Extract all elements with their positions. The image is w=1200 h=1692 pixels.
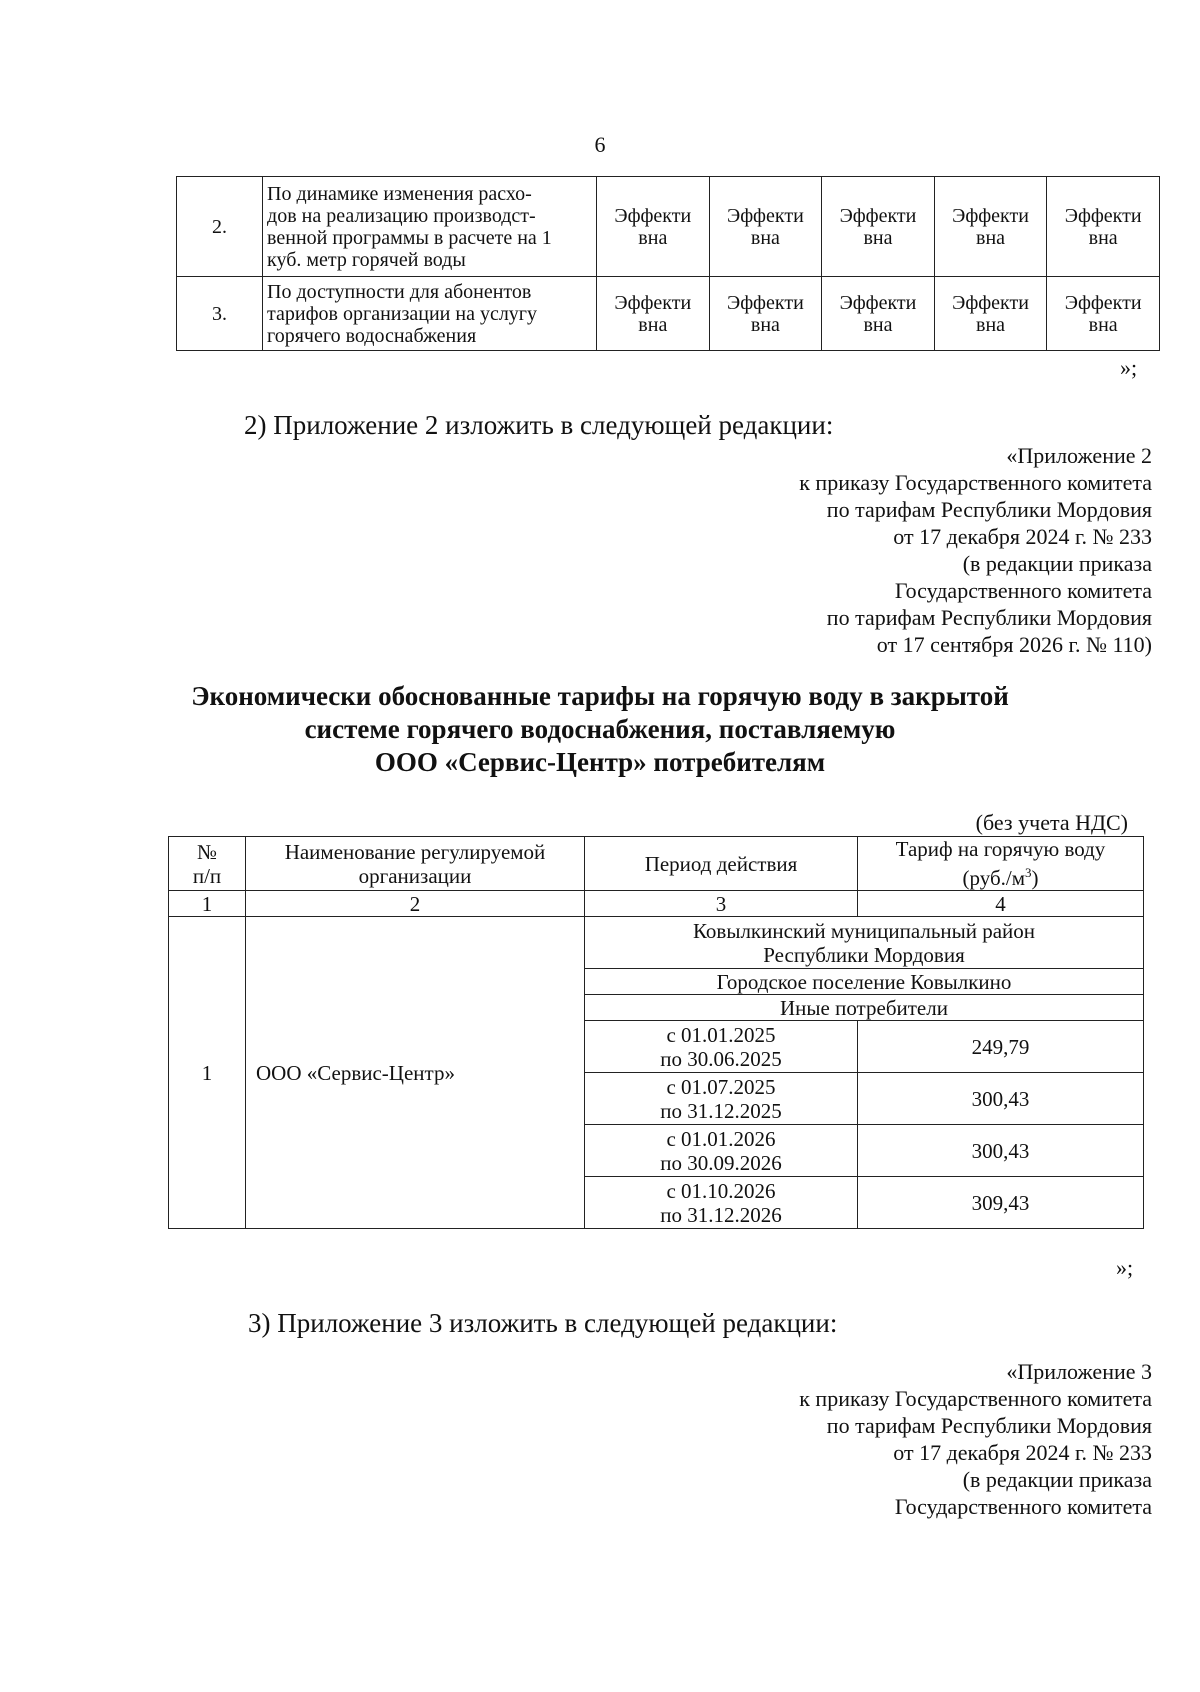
tariff-cell: 300,43 <box>858 1125 1144 1177</box>
document-title: Экономически обоснованные тарифы на горячую воду в закрытой системе горячего водоснабжения, поставляемую ООО «Сервис-Центр» потребителям <box>191 681 1009 777</box>
table-row <box>177 277 1160 351</box>
result-cell: Эффекти вна <box>1047 277 1160 351</box>
header-org: Наименование регулируемой организации <box>246 837 585 891</box>
result-cell: Эффекти вна <box>822 277 935 351</box>
period-cell: с 01.01.2026 по 30.09.2026 <box>585 1125 858 1177</box>
result-cell: Эффекти вна <box>709 277 822 351</box>
table-row <box>177 177 1160 277</box>
row-number: 2. <box>177 177 263 277</box>
consumers-cell: Иные потребители <box>585 995 1144 1021</box>
result-cell: Эффекти вна <box>597 277 710 351</box>
result-cell: Эффекти вна <box>934 177 1047 277</box>
table-row <box>169 917 1144 969</box>
settlement-cell: Городское поселение Ковылкино <box>585 969 1144 995</box>
closing-quote: »; <box>1116 1255 1134 1280</box>
result-cell: Эффекти вна <box>822 177 935 277</box>
organization-name: ООО «Сервис-Центр» <box>246 917 585 1229</box>
result-cell: Эффекти вна <box>597 177 710 277</box>
period-cell: с 01.07.2025 по 31.12.2025 <box>585 1073 858 1125</box>
period-cell: с 01.01.2025 по 30.06.2025 <box>585 1021 858 1073</box>
tariff-cell: 249,79 <box>858 1021 1144 1073</box>
result-cell: Эффекти вна <box>934 277 1047 351</box>
header-period: Период действия <box>585 837 858 891</box>
result-cell: Эффекти вна <box>709 177 822 277</box>
page-number: 6 <box>594 132 606 157</box>
tariff-table <box>168 836 1144 1229</box>
tariff-cell: 309,43 <box>858 1177 1144 1229</box>
annex-3-header: «Приложение 3 к приказу Государственного комитета по тарифам Республики Мордовия от 17 декабря 2024 г. № 233 (в редакции приказа Государственного комитета <box>799 1359 1152 1519</box>
annex-2-header: «Приложение 2 к приказу Государственного комитета по тарифам Республики Мордовия от 17 декабря 2024 г. № 233 (в редакции приказа Государственного комитета по тарифам Республики Мордовия от 17 сентября 2026 г. № 110) <box>799 443 1152 657</box>
period-cell: с 01.10.2026 по 31.12.2026 <box>585 1177 858 1229</box>
header-tariff: Тариф на горячую воду $(руб./м^3)$ <box>858 837 1144 891</box>
vat-note: (без учета НДС) <box>975 810 1128 835</box>
result-cell: Эффекти вна <box>1047 177 1160 277</box>
criterion-cell: По доступности для абонентов тарифов организации на услугу горячего водоснабжения <box>263 277 597 351</box>
table-header-row <box>169 837 1144 891</box>
tariff-cell: 300,43 <box>858 1073 1144 1125</box>
header-num: № п/п <box>169 837 246 891</box>
row-number: 3. <box>177 277 263 351</box>
district-cell: Ковылкинский муниципальный район Республики Мордовия <box>585 917 1144 969</box>
closing-quote: »; <box>1120 355 1138 380</box>
item-2-text: 2) Приложение 2 изложить в следующей редакции: <box>244 410 834 440</box>
efficiency-table <box>176 176 1160 351</box>
column-number-row: 1 2 3 4 <box>169 891 1144 917</box>
row-number: 1 <box>169 917 246 1229</box>
item-3-text: 3) Приложение 3 изложить в следующей редакции: <box>248 1308 838 1338</box>
criterion-cell: По динамике изменения расхо- дов на реализацию производст- венной программы в расчете на 1 куб. метр горячей воды <box>263 177 597 277</box>
